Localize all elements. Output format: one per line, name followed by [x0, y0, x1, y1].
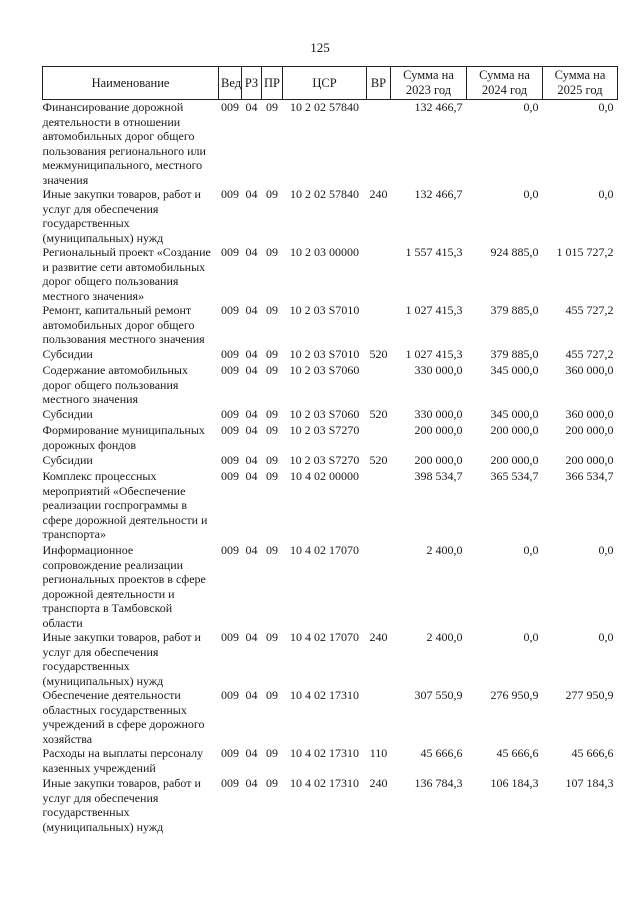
row-sum-2024: 0,0 — [523, 100, 539, 114]
row-name: Иные закупки товаров, работ и услуг для обеспечения государственных (муниципальных) нужд — [42, 776, 201, 834]
row-sum-2025: 455 727,2 — [565, 347, 614, 361]
row-name: Формирование муниципальных дорожных фондов — [42, 423, 205, 452]
row-rz: 04 — [245, 688, 258, 702]
row-name: Иные закупки товаров, работ и услуг для обеспечения государственных (муниципальных) нужд — [42, 630, 201, 688]
row-sum-2025: 360 000,0 — [565, 407, 614, 421]
row-sum-2025: 360 000,0 — [565, 363, 614, 377]
row-csr: 10 2 03 S7010 — [289, 303, 360, 317]
row-csr: 10 4 02 17310 — [290, 688, 359, 702]
row-ved: 009 — [221, 630, 239, 644]
row-vr: 520 — [369, 407, 388, 421]
row-sum-2024: 45 666,6 — [496, 746, 539, 760]
row-sum-2024: 200 000,0 — [490, 423, 539, 437]
row-vr: 520 — [369, 347, 388, 361]
table-body — [43, 100, 618, 837]
row-pr: 09 — [266, 100, 278, 114]
row-sum-2023: 45 666,6 — [420, 746, 463, 760]
row-csr: 10 4 02 00000 — [290, 469, 359, 483]
row-sum-2023: 132 466,7 — [414, 187, 463, 201]
row-sum-2023: 2 400,0 — [426, 630, 463, 644]
row-csr: 10 2 02 57840 — [290, 187, 359, 201]
row-sum-2024: 106 184,3 — [490, 776, 539, 790]
row-name: Содержание автомобильных дорог общего пользования местного значения — [42, 363, 188, 406]
row-pr: 09 — [266, 688, 278, 702]
row-ved: 009 — [221, 746, 239, 760]
row-sum-2023: 2 400,0 — [426, 543, 463, 557]
row-pr: 09 — [266, 453, 278, 467]
row-rz: 04 — [245, 469, 258, 483]
table-row — [43, 469, 618, 543]
row-sum-2024: 0,0 — [523, 187, 539, 201]
row-csr: 10 2 03 S7270 — [289, 453, 360, 467]
row-sum-2023: 1 557 415,3 — [405, 245, 463, 259]
row-csr: 10 4 02 17070 — [290, 630, 359, 644]
header-sum-2023: Сумма на 2023 год — [391, 67, 467, 100]
row-sum-2023: 1 027 415,3 — [405, 303, 463, 317]
header-ved: Вед — [219, 67, 242, 100]
row-rz: 04 — [245, 347, 258, 361]
row-vr: 240 — [369, 187, 388, 201]
row-rz: 04 — [245, 543, 258, 557]
row-sum-2025: 366 534,7 — [565, 469, 614, 483]
header-csr: ЦСР — [283, 67, 367, 100]
row-pr: 09 — [266, 407, 278, 421]
row-csr: 10 2 03 S7010 — [289, 347, 360, 361]
row-pr: 09 — [266, 347, 278, 361]
row-sum-2024: 379 885,0 — [490, 347, 539, 361]
row-ved: 009 — [221, 187, 239, 201]
row-pr: 09 — [266, 543, 278, 557]
row-sum-2025: 455 727,2 — [565, 303, 614, 317]
table-row — [43, 100, 618, 188]
row-ved: 009 — [221, 303, 239, 317]
table-row — [43, 187, 618, 245]
row-pr: 09 — [266, 746, 278, 760]
row-ved: 009 — [221, 423, 239, 437]
row-sum-2023: 132 466,7 — [414, 100, 463, 114]
table-header — [43, 67, 618, 100]
header-rz: РЗ — [242, 67, 262, 100]
row-ved: 009 — [221, 407, 239, 421]
row-vr: 240 — [369, 776, 388, 790]
row-vr — [367, 469, 391, 543]
row-name: Комплекс процессных мероприятий «Обеспечение реализации госпрограммы в сфере дорожной деятельности и транспорта» — [42, 469, 208, 541]
table-row — [43, 453, 618, 469]
budget-table-wrapper — [42, 66, 617, 836]
table-row — [43, 245, 618, 303]
row-rz: 04 — [245, 363, 258, 377]
row-sum-2023: 398 534,7 — [414, 469, 463, 483]
table-row — [43, 303, 618, 347]
row-name: Субсидии — [42, 453, 93, 467]
row-pr: 09 — [266, 776, 278, 790]
row-csr: 10 2 03 00000 — [290, 245, 359, 259]
row-vr: 240 — [369, 630, 388, 644]
row-vr — [367, 303, 391, 347]
row-sum-2024: 276 950,9 — [490, 688, 539, 702]
row-vr — [367, 363, 391, 407]
row-sum-2025: 200 000,0 — [565, 423, 614, 437]
row-rz: 04 — [245, 423, 258, 437]
row-vr: 110 — [369, 746, 388, 760]
row-pr: 09 — [266, 469, 278, 483]
row-sum-2025: 107 184,3 — [565, 776, 614, 790]
table-row — [43, 746, 618, 776]
row-sum-2025: 200 000,0 — [565, 453, 614, 467]
row-name: Субсидии — [42, 347, 93, 361]
row-name: Расходы на выплаты персоналу казенных учреждений — [42, 746, 204, 775]
row-sum-2024: 345 000,0 — [490, 363, 539, 377]
row-name: Финансирование дорожной деятельности в отношении автомобильных дорог общего пользования регионального или межмуниципального, местного значения — [42, 100, 206, 187]
row-csr: 10 4 02 17070 — [290, 543, 359, 557]
table-row — [43, 776, 618, 836]
row-sum-2024: 345 000,0 — [490, 407, 539, 421]
header-sum-2024: Сумма на 2024 год — [467, 67, 543, 100]
row-name: Региональный проект «Создание и развитие сети автомобильных дорог общего пользования местного значения» — [42, 245, 211, 303]
row-rz: 04 — [245, 187, 258, 201]
row-pr: 09 — [266, 363, 278, 377]
row-vr — [367, 100, 391, 188]
row-ved: 009 — [221, 245, 239, 259]
row-ved: 009 — [221, 363, 239, 377]
row-pr: 09 — [266, 423, 278, 437]
row-csr: 10 2 03 S7060 — [289, 363, 360, 377]
row-sum-2024: 365 534,7 — [490, 469, 539, 483]
row-ved: 009 — [221, 469, 239, 483]
row-ved: 009 — [221, 100, 239, 114]
row-rz: 04 — [245, 245, 258, 259]
row-ved: 009 — [221, 347, 239, 361]
row-pr: 09 — [266, 303, 278, 317]
row-rz: 04 — [245, 407, 258, 421]
row-sum-2023: 307 550,9 — [414, 688, 463, 702]
row-sum-2025: 0,0 — [598, 100, 614, 114]
table-row — [43, 407, 618, 423]
page-number: 125 — [310, 40, 330, 55]
table-row — [43, 347, 618, 363]
row-csr: 10 4 02 17310 — [290, 776, 359, 790]
row-sum-2025: 45 666,6 — [571, 746, 614, 760]
row-name: Ремонт, капитальный ремонт автомобильных дорог общего пользования местного значения — [42, 303, 205, 346]
row-sum-2025: 0,0 — [598, 543, 614, 557]
row-sum-2023: 136 784,3 — [414, 776, 463, 790]
row-csr: 10 2 02 57840 — [290, 100, 359, 114]
row-rz: 04 — [245, 746, 258, 760]
row-vr — [367, 245, 391, 303]
row-sum-2023: 330 000,0 — [414, 407, 463, 421]
table-row — [43, 688, 618, 746]
row-pr: 09 — [266, 245, 278, 259]
row-name: Обеспечение деятельности областных государственных учреждений в сфере дорожного хозяйства — [42, 688, 205, 746]
table-row — [43, 363, 618, 407]
row-sum-2023: 200 000,0 — [414, 453, 463, 467]
row-sum-2023: 1 027 415,3 — [405, 347, 463, 361]
row-vr — [367, 688, 391, 746]
row-sum-2025: 0,0 — [598, 630, 614, 644]
row-sum-2025: 277 950,9 — [565, 688, 614, 702]
row-rz: 04 — [245, 453, 258, 467]
row-vr — [367, 423, 391, 453]
row-sum-2024: 0,0 — [523, 543, 539, 557]
row-rz: 04 — [245, 630, 258, 644]
row-sum-2023: 330 000,0 — [414, 363, 463, 377]
header-vr: ВР — [367, 67, 391, 100]
row-csr: 10 2 03 S7060 — [289, 407, 360, 421]
row-vr: 520 — [369, 453, 388, 467]
row-sum-2024: 924 885,0 — [490, 245, 539, 259]
row-sum-2023: 200 000,0 — [414, 423, 463, 437]
row-ved: 009 — [221, 776, 239, 790]
header-sum-2025: Сумма на 2025 год — [543, 67, 618, 100]
row-ved: 009 — [221, 688, 239, 702]
table-row — [43, 543, 618, 630]
budget-table — [42, 66, 618, 836]
row-pr: 09 — [266, 187, 278, 201]
row-rz: 04 — [245, 303, 258, 317]
row-csr: 10 2 03 S7270 — [289, 423, 360, 437]
header-name: Наименование — [43, 67, 219, 100]
row-sum-2024: 200 000,0 — [490, 453, 539, 467]
table-row — [43, 630, 618, 688]
header-pr: ПР — [262, 67, 283, 100]
table-row — [43, 423, 618, 453]
row-sum-2024: 0,0 — [523, 630, 539, 644]
row-rz: 04 — [245, 776, 258, 790]
row-name: Субсидии — [42, 407, 93, 421]
row-ved: 009 — [221, 543, 239, 557]
row-csr: 10 4 02 17310 — [290, 746, 359, 760]
row-ved: 009 — [221, 453, 239, 467]
row-pr: 09 — [266, 630, 278, 644]
row-name: Иные закупки товаров, работ и услуг для обеспечения государственных (муниципальных) нужд — [42, 187, 201, 245]
row-sum-2025: 1 015 727,2 — [556, 245, 614, 259]
row-name: Информационное сопровождение реализации региональных проектов в сфере дорожной деятельности и транспорта в Тамбовской области — [42, 543, 206, 630]
row-sum-2024: 379 885,0 — [490, 303, 539, 317]
row-rz: 04 — [245, 100, 258, 114]
row-sum-2025: 0,0 — [598, 187, 614, 201]
row-vr — [367, 543, 391, 630]
